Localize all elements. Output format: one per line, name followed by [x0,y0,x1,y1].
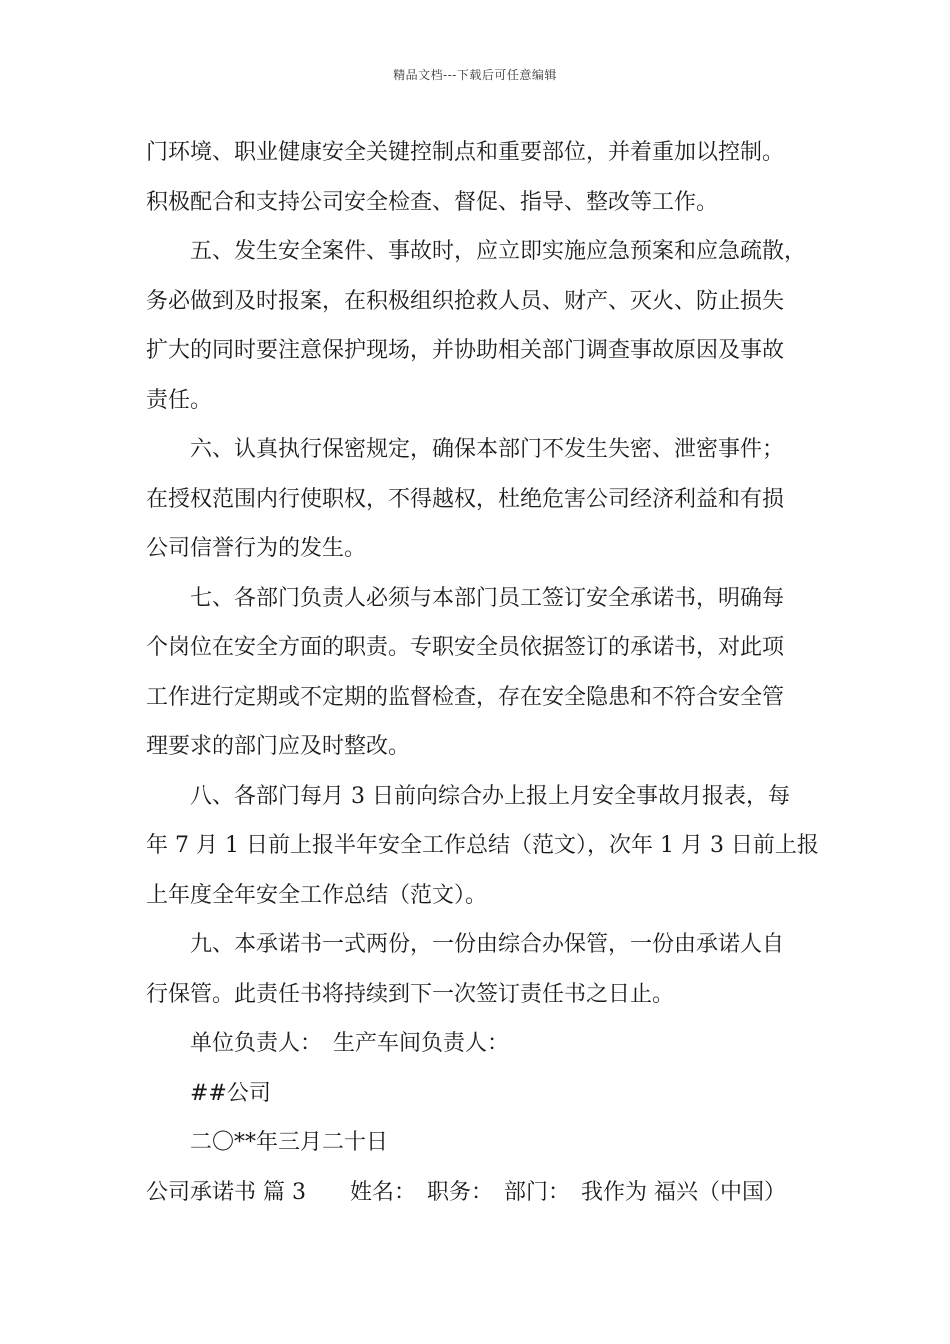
text-line: 在授权范围内行使职权，不得越权，杜绝危害公司经济利益和有损 [146,486,785,512]
page-header: 精品文档---下载后可任意编辑 [393,68,557,82]
text-line: 务必做到及时报案，在积极组织抢救人员、财产、灭火、防止损失 [146,288,785,314]
document-date: 二〇**年三月二十日 [190,1130,389,1155]
paragraph-five-start: 五、发生安全案件、事故时，应立即实施应急预案和应急疏散， [190,239,807,264]
text-line: 公司信誉行为的发生。 [146,536,367,561]
text-line: 行保管。此责任书将持续到下一次签订责任书之日止。 [146,981,675,1007]
text-line: 责任。 [146,387,213,413]
paragraph-nine-start: 九、本承诺书一式两份，一份由综合办保管，一份由承诺人自 [190,932,785,957]
text-line: 门环境、职业健康安全关键控制点和重要部位，并着重加以控制。 [146,140,785,165]
text-line: 年 7 月 1 日前上报半年安全工作总结（范文），次年 1 月 3 日前上报 [146,833,819,858]
next-section-heading: 公司承诺书 篇 3 姓名： 职务： 部门： 我作为 福兴（中国） [146,1179,786,1205]
text-line: 个岗位在安全方面的职责。专职安全员依据签订的承诺书，对此项 [146,635,785,660]
text-line: 上年度全年安全工作总结（范文）。 [146,882,488,908]
paragraph-six-start: 六、认真执行保密规定，确保本部门不发生失密、泄密事件； [190,437,785,462]
text-line: 积极配合和支持公司安全检查、督促、指导、整改等工作。 [146,189,719,215]
text-line: 扩大的同时要注意保护现场，并协助相关部门调查事故原因及事故 [146,338,785,363]
text-line: 工作进行定期或不定期的监督检查，存在安全隐患和不符合安全管 [146,684,785,710]
company-name: ##公司 [190,1080,271,1106]
text-line: 理要求的部门应及时整改。 [146,734,411,759]
document-body [146,128,826,1217]
paragraph-seven-start: 七、各部门负责人必须与本部门员工签订安全承诺书，明确每 [190,585,785,611]
signature-line: 单位负责人： 生产车间负责人： [190,1031,510,1056]
paragraph-eight-start: 八、各部门每月 3 日前向综合办上报上月安全事故月报表，每 [190,783,790,809]
